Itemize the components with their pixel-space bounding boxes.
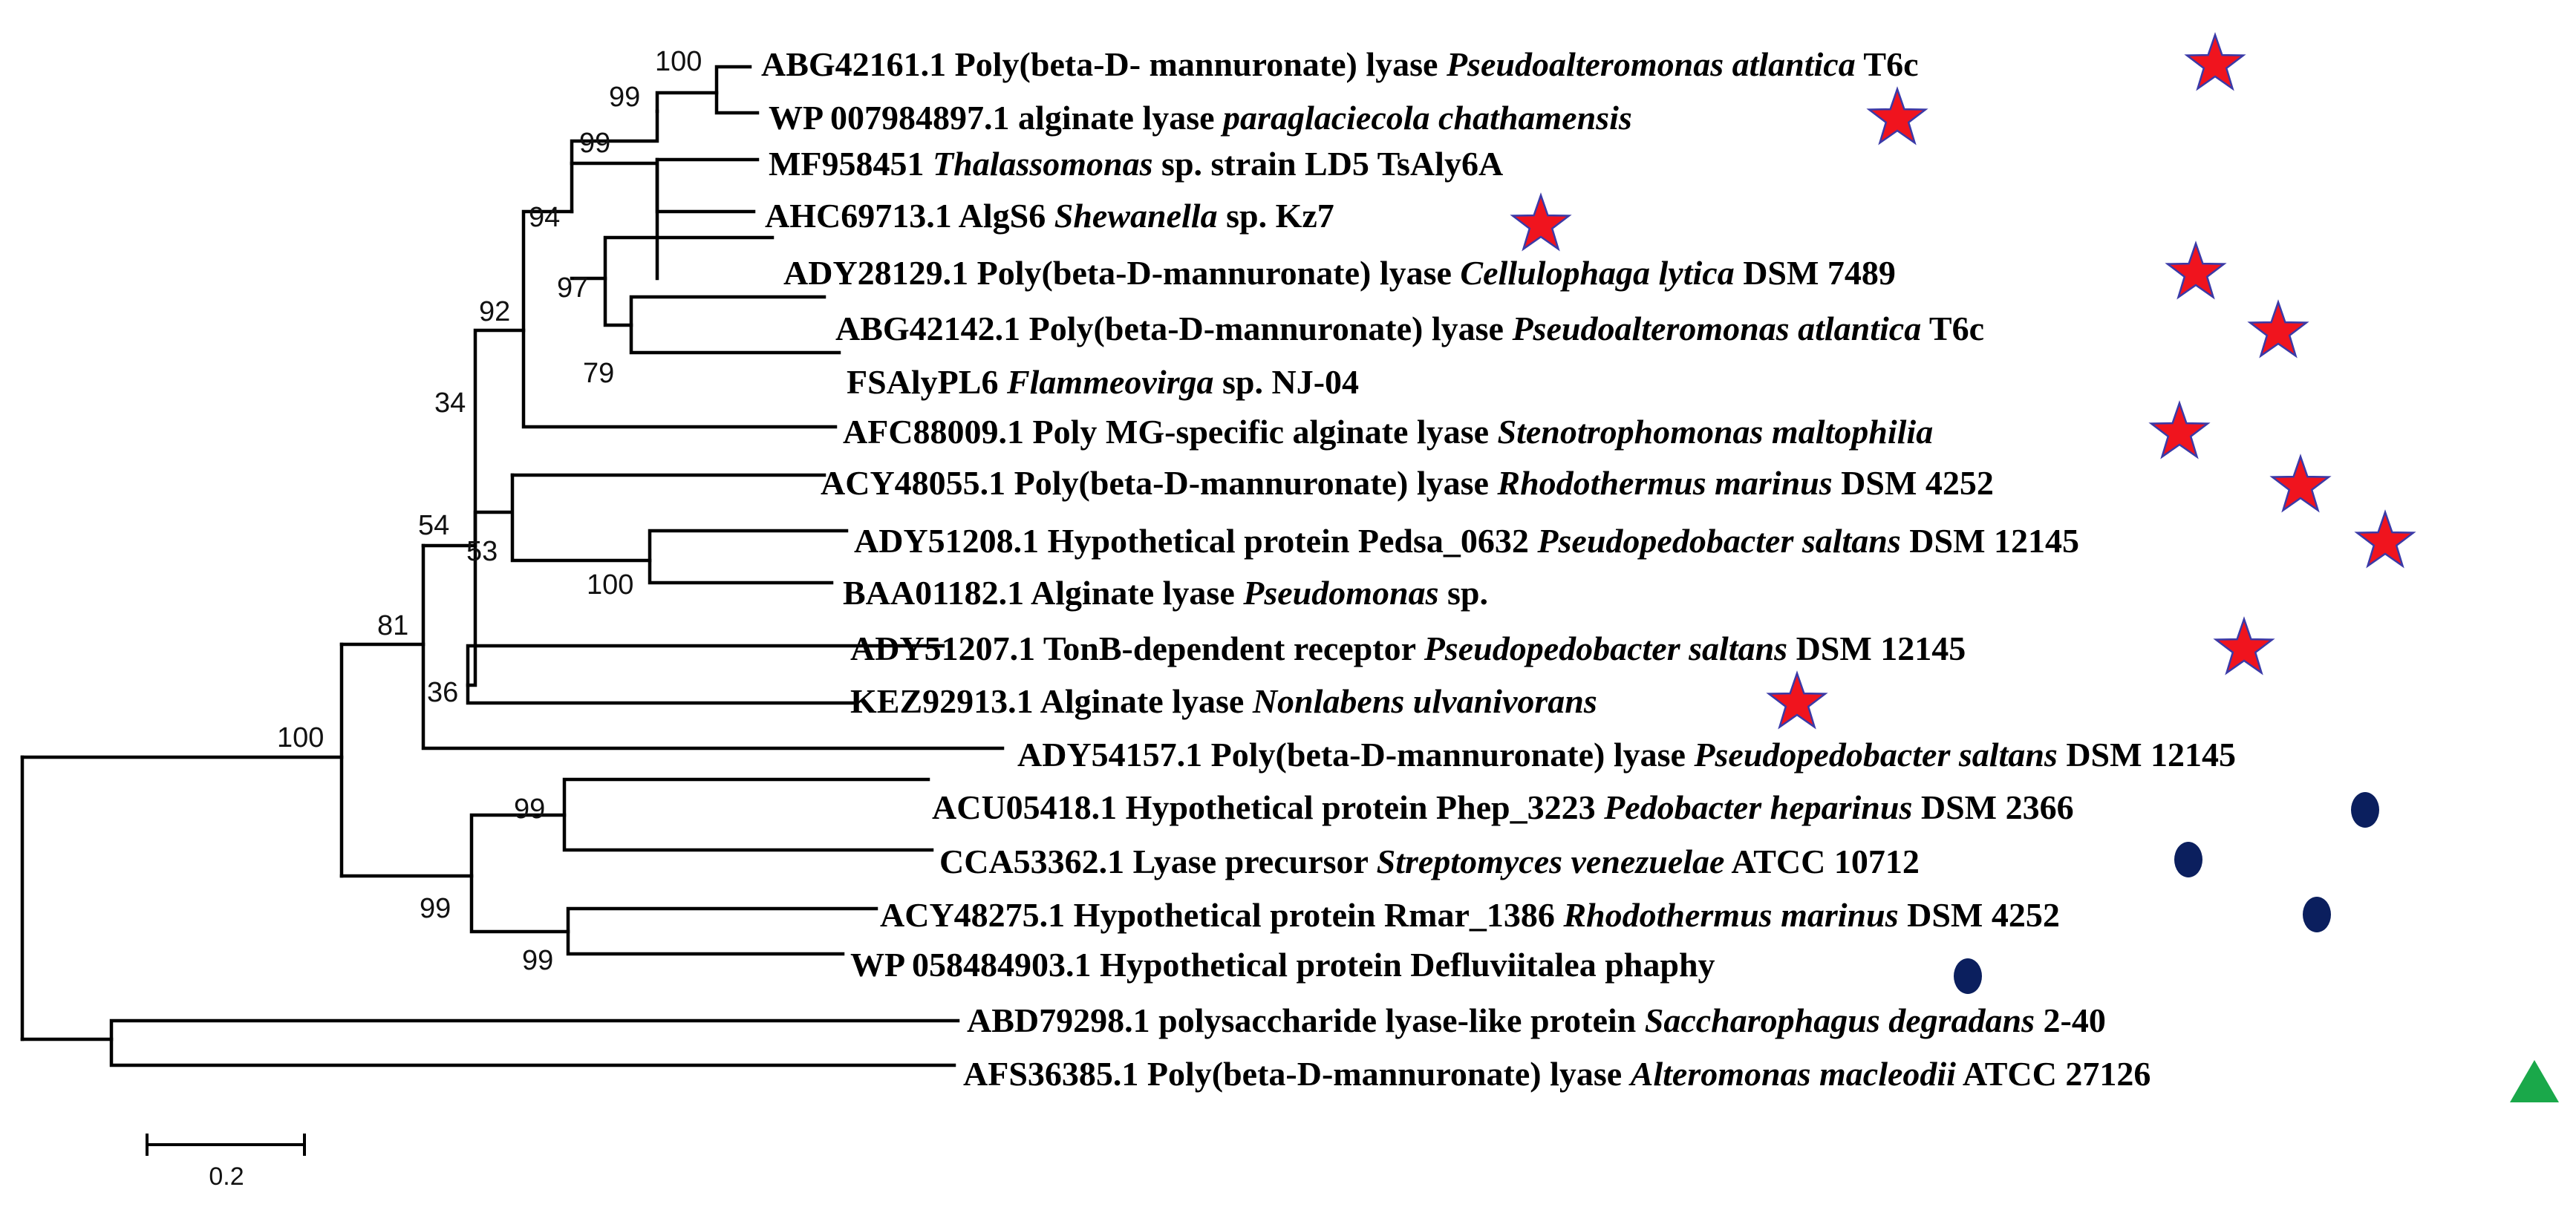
bootstrap-value: 79 xyxy=(583,358,615,389)
leaf-label: ADY51207.1 TonB-dependent receptor Pseudopedobacter saltans DSM 12145 xyxy=(850,629,1966,667)
star-icon xyxy=(2250,302,2306,356)
scale-bar-label: 0.2 xyxy=(209,1162,244,1191)
star-icon xyxy=(2151,403,2208,457)
branch-node99a xyxy=(572,111,754,212)
bootstrap-value: 99 xyxy=(579,128,611,159)
branch-node99-cd xyxy=(568,909,876,954)
branch-node79 xyxy=(631,297,839,353)
circle-icon xyxy=(2303,897,2331,932)
star-icon xyxy=(2168,243,2224,297)
star-icon xyxy=(1869,89,1926,143)
star-icon xyxy=(1513,195,1569,249)
bootstrap-value: 100 xyxy=(655,46,702,77)
bootstrap-value: 34 xyxy=(434,387,466,419)
scale-bar-line xyxy=(147,1134,304,1156)
branch-node100-pedsa xyxy=(512,475,847,583)
bootstrap-value: 54 xyxy=(418,510,450,541)
branch-node99-ab xyxy=(564,779,932,850)
circle-icon xyxy=(2351,792,2379,828)
leaf-label: KEZ92913.1 Alginate lyase Nonlabens ulvanivorans xyxy=(850,682,1597,720)
branch-node94 xyxy=(572,163,657,278)
bootstrap-value: 99 xyxy=(609,82,641,113)
branch-node92 xyxy=(524,212,835,427)
leaf-label: ACU05418.1 Hypothetical protein Phep_3223 Pedobacter heparinus DSM 2366 xyxy=(932,788,2074,826)
triangle-icon xyxy=(2510,1060,2559,1102)
bootstrap-value: 100 xyxy=(277,722,325,753)
leaf-label: WP 007984897.1 alginate lyase paraglaciecola chathamensis xyxy=(769,99,1632,137)
bootstrap-value: 53 xyxy=(466,536,498,567)
bootstrap-value: 97 xyxy=(557,272,589,304)
leaf-label: ACY48055.1 Poly(beta-D-mannuronate) lyase Rhodothermus marinus DSM 4252 xyxy=(821,464,1994,502)
star-icon xyxy=(2357,512,2413,566)
bootstrap-value: 99 xyxy=(522,945,554,976)
leaf-label: AFC88009.1 Poly MG-specific alginate lyase Stenotrophomonas maltophilia xyxy=(843,413,1934,451)
bootstrap-value: 99 xyxy=(420,893,451,924)
leaf-markers xyxy=(1513,35,2559,1102)
leaf-label: ABG42161.1 Poly(beta-D- mannuronate) lyase Pseudoalteromonas atlantica T6c xyxy=(761,45,1919,83)
bootstrap-value: 92 xyxy=(479,296,511,327)
leaf-label: BAA01182.1 Alginate lyase Pseudomonas sp. xyxy=(843,574,1488,612)
bootstrap-value: 81 xyxy=(377,610,409,641)
branch-node53 xyxy=(475,475,650,560)
star-icon xyxy=(2272,457,2329,510)
leaf-label: ADY28129.1 Poly(beta-D-mannuronate) lyase Cellulophaga lytica DSM 7489 xyxy=(783,254,1896,292)
leaf-label: CCA53362.1 Lyase precursor Streptomyces venezuelae ATCC 10712 xyxy=(939,843,1920,880)
bootstrap-value: 99 xyxy=(514,794,546,825)
leaf-label: WP 058484903.1 Hypothetical protein Defluviitalea phaphy xyxy=(850,946,1715,984)
leaf-label: AFS36385.1 Poly(beta-D-mannuronate) lyase Alteromonas macleodii ATCC 27126 xyxy=(963,1055,2151,1093)
leaf-labels xyxy=(761,45,2236,1093)
branch-outgroup xyxy=(111,1021,958,1065)
leaf-label: FSAlyPL6 Flammeovirga sp. NJ-04 xyxy=(847,363,1360,401)
leaf-label: ABG42142.1 Poly(beta-D-mannuronate) lyase Pseudoalteromonas atlantica T6c xyxy=(835,310,1984,347)
leaf-label: MF958451 Thalassomonas sp. strain LD5 TsAly6A xyxy=(769,145,1504,183)
leaf-label: ADY51208.1 Hypothetical protein Pedsa_0632 Pseudopedobacter saltans DSM 12145 xyxy=(854,522,2080,560)
branch-node34 xyxy=(423,330,524,685)
branch-node100-top xyxy=(717,67,757,113)
star-icon xyxy=(2187,35,2243,88)
circle-icon xyxy=(2174,842,2202,877)
branch-lower-clade xyxy=(472,815,568,932)
star-icon xyxy=(1769,673,1825,727)
scale-bar xyxy=(147,1134,304,1191)
leaf-label: ADY54157.1 Poly(beta-D-mannuronate) lyase Pseudopedobacter saltans DSM 12145 xyxy=(1017,736,2237,774)
bootstrap-value: 36 xyxy=(427,677,459,708)
bootstrap-value: 100 xyxy=(587,569,634,601)
bootstrap-value: 94 xyxy=(529,202,561,233)
circle-icon xyxy=(1954,958,1982,994)
star-icon xyxy=(2216,619,2272,673)
leaf-label: AHC69713.1 AlgS6 Shewanella sp. Kz7 xyxy=(765,197,1334,235)
leaf-label: ABD79298.1 polysaccharide lyase-like protein Saccharophagus degradans 2-40 xyxy=(967,1001,2106,1039)
leaf-label: ACY48275.1 Hypothetical protein Rmar_1386 Rhodothermus marinus DSM 4252 xyxy=(880,896,2060,934)
branch-node99b xyxy=(657,93,757,160)
